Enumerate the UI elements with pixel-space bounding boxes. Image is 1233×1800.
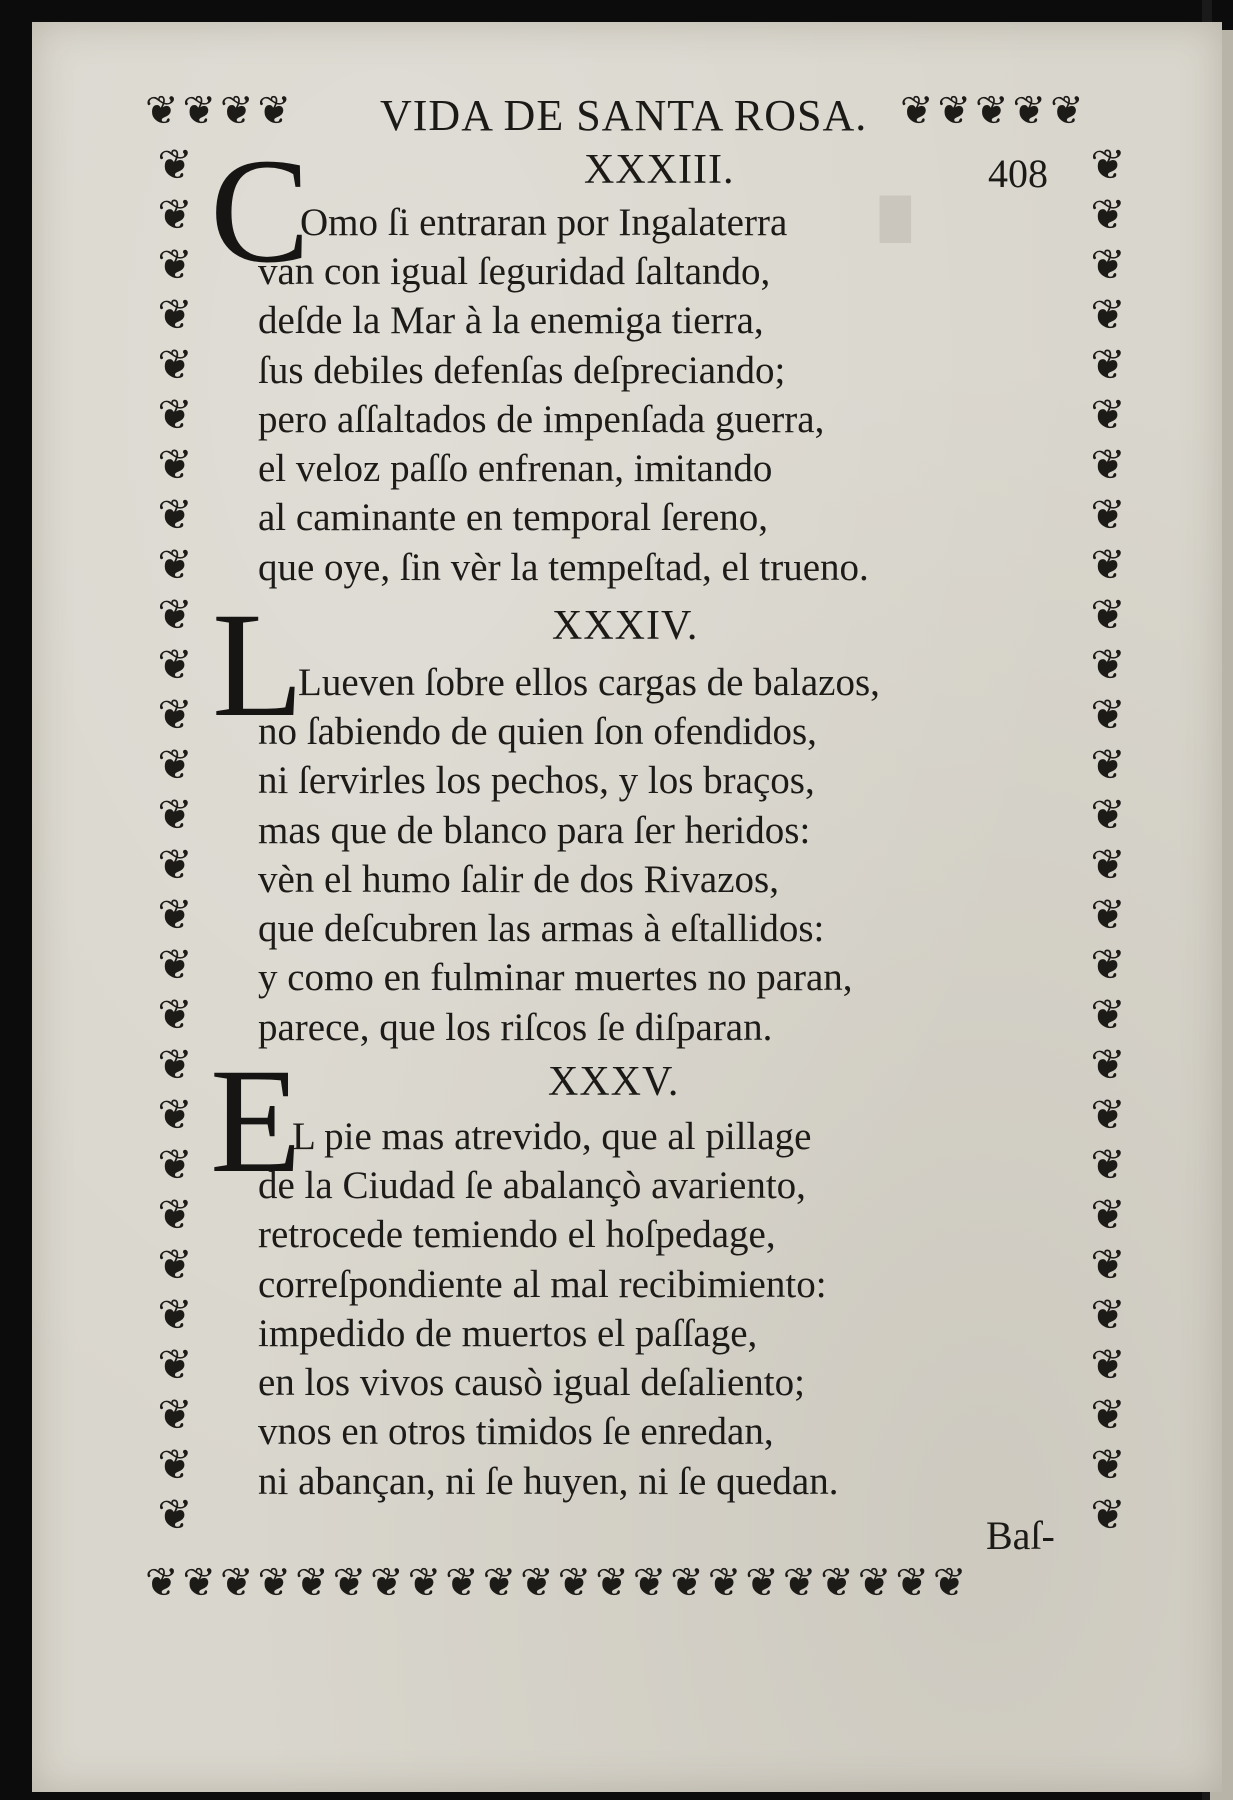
- verse-line: en los vivos causò igual deſaliento;: [258, 1361, 805, 1405]
- verse-line: de la Ciudad ſe abalançò avariento,: [258, 1164, 806, 1207]
- verse-line: al caminante en temporal ſereno,: [258, 496, 769, 540]
- drop-cap-initial: C: [210, 128, 311, 294]
- drop-cap-initial: L: [212, 582, 304, 748]
- verse-line: que deſcubren las armas à eſtallidos:: [258, 907, 825, 951]
- ornament-border-top-left: ❦❦❦❦: [145, 88, 296, 134]
- verse-line: van con igual ſeguridad ſaltando,: [258, 250, 771, 293]
- verse-line: no ſabiendo de quien ſon ofendidos,: [258, 710, 817, 753]
- ornament-border-top-right: ❦❦❦❦❦: [900, 88, 1088, 134]
- ornament-border-left: ❦❦❦❦❦❦❦❦❦❦❦❦❦❦❦❦❦❦❦❦❦❦❦❦❦❦❦❦: [157, 140, 193, 1539]
- stanza-number: XXXIV.: [552, 603, 699, 649]
- verse-line: deſde la Mar à la enemiga tierra,: [258, 299, 764, 343]
- verse-line: correſpondiente al mal recibimiento:: [258, 1262, 827, 1306]
- verse-line: el veloz paſſo enfrenan, imitando: [258, 447, 773, 491]
- verse-line: Omo ſi entraran por Ingalaterra: [300, 201, 788, 244]
- verse-line: que oye, ſin vèr la tempeſtad, el trueno.: [258, 545, 869, 589]
- stanza-body: [258, 707, 978, 1052]
- verse-line: ni ſervirles los pechos, y los braços,: [258, 759, 815, 803]
- drop-cap-initial: E: [210, 1038, 302, 1204]
- catchword: Baſ-: [986, 1513, 1055, 1558]
- running-head-title: VIDA DE SANTA ROSA.: [380, 91, 868, 140]
- verse-line: pero aſſaltados de impenſada guerra,: [258, 397, 825, 441]
- verse-line: ſus debiles defenſas deſpreciando;: [258, 348, 786, 392]
- show-through-shadow: █: [880, 197, 911, 243]
- stanza-first-line: [300, 198, 1020, 247]
- verse-line: ni abançan, ni ſe huyen, ni ſe quedan.: [258, 1459, 839, 1503]
- ornament-border-bottom: ❦❦❦❦❦❦❦❦❦❦❦❦❦❦❦❦❦❦❦❦❦❦: [145, 1560, 971, 1606]
- stanza-body: [258, 1161, 978, 1506]
- verse-line: y como en fulminar muertes no paran,: [258, 956, 853, 1000]
- verse-line: L pie mas atrevido, que al pillage: [292, 1115, 812, 1158]
- stanza-number: XXXIII.: [584, 147, 735, 193]
- stanza-first-line: [298, 658, 1018, 707]
- verse-line: vèn el humo ſalir de dos Rivazos,: [258, 857, 779, 901]
- ornament-border-right: ❦❦❦❦❦❦❦❦❦❦❦❦❦❦❦❦❦❦❦❦❦❦❦❦❦❦❦❦: [1090, 140, 1126, 1539]
- page-number: 408: [988, 151, 1048, 196]
- verse-line: impedido de muertos el paſſage,: [258, 1311, 758, 1355]
- verse-line: retrocede temiendo el hoſpedage,: [258, 1213, 776, 1257]
- verse-line: vnos en otros timidos ſe enredan,: [258, 1410, 774, 1454]
- verse-line: parece, que los riſcos ſe diſparan.: [258, 1005, 773, 1049]
- verse-line: mas que de blanco para ſer heridos:: [258, 808, 811, 852]
- stanza-number: XXXV.: [548, 1059, 680, 1105]
- stanza-body: [258, 247, 978, 592]
- stanza-first-line: [292, 1112, 1012, 1161]
- verse-line: Lueven ſobre ellos cargas de balazos,: [298, 661, 880, 704]
